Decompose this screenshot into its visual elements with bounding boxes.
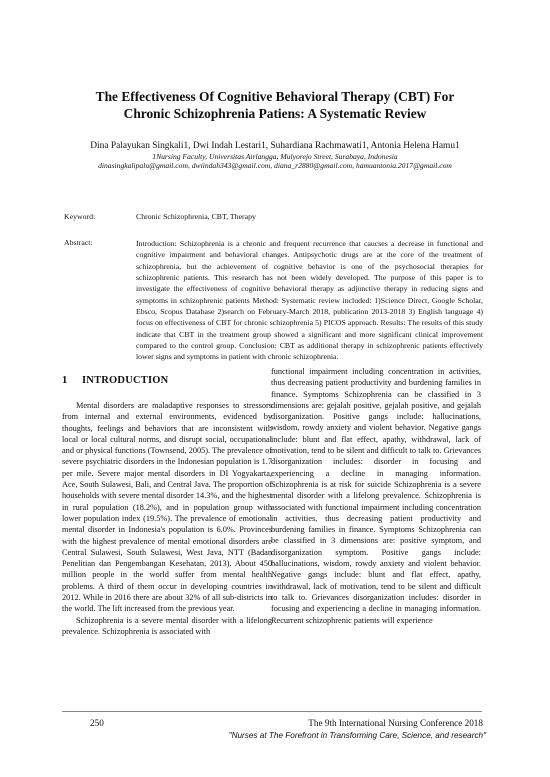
section-heading xyxy=(62,375,168,386)
body-paragraph: Schizophrenia is a severe mental disorder with a lifelong prevalence. Schizophrenia is associated with xyxy=(62,615,272,636)
title-line-1: The Effectiveness Of Cognitive Behavioral Therapy (CBT) For xyxy=(95,89,455,104)
abstract-label: Abstract: xyxy=(64,238,93,247)
section-title: INTRODUCTION xyxy=(82,375,169,386)
affiliation: 1Nursing Faculty, Universitas Airlangga, Mulyorejo Street, Surabaya, Indonesia xyxy=(152,152,398,161)
body-paragraph: Mental disorders are maladaptive responses to stressors from internal and external environments, evidenced by thoughts, feelings and behaviors that are inconsistent with local or local cultural norms, and disrupt social, occupational and or physical functions (Townsend, 2005). The prevalence of severe psychiatric disorders in the Indonesian population is 1.7 per mile. Severe major mental disorders in DI Yogyakarta, Ace, South Sulawesi, Bali, and Central Java. The proportion of households with severe mental disorder 14.3%, and the highest in rural population (18.2%), and in population group with lower population index (19.5%). The prevalence of emotional mental disorder in Indonesia's population is 6.0%. Provinces with the highest prevalence of mental emotional disorders are Central Sulawesi, South Sulawesi, West Java, NTT (Badan Penelitian dan Pengembangan Kesehatan, 2013). About 450 million people in the world suffer from mental health problems. A third of them occur in developing countries in 2012. While in 2016 there are about 32% of all sub-districts in the world. The lift increased from the previous year. xyxy=(62,401,272,614)
conference-name: The 9th International Nursing Conference 2018 xyxy=(308,718,483,728)
abstract-text: Introduction: Schizophrenia is a chronic and frequent recurrence that caucses a decrease in functional and cognitive impairment and behavioral changes. Antipsychotic drugs are at the core of the treatment of schizophrenia, but the achievement of cognitive behavior is one of the psychosocial therapies for schizophrenic patients. This research has not been widely developed. The purpose of this paper is to investigate the effectiveness of cognitive behavioral therapy as adjunctive therapy in reducing signs and symptoms in schizophrenic patients Method: Systematic review included: 1)Science Direct, Google Scholar, Ebsco, Scopus Database 2)search on February-March 2018, publication 2013-2018 3) English language 4) focus on effectiveness of CBT for chronic schizophrenia 5) PICOS approach. Results: The results of this study indicate that CBT in the treatment group showed a significant and more significant clinical improvement compared to the control group. Conclusion: CBT as additional therapy in schizophrenic patients effectively lower signs and symptoms in patient with chronic schizophrenia. xyxy=(136,239,483,362)
title-line-2: Chronic Schizophrenia Patiens: A Systematic Review xyxy=(123,106,427,121)
paper-title xyxy=(40,88,510,122)
page-number: 250 xyxy=(90,718,104,728)
section-number: 1 xyxy=(62,375,68,386)
conference-tagline: "Nurses at The Forefront in Transforming Care, Science, and research" xyxy=(228,731,486,740)
footer-divider xyxy=(62,711,482,712)
author-list: Dina Palayukan Singkali1, Dwi Indah Lestari1, Suhardiana Rachmawati1, Antonia Helena Hamu1 xyxy=(90,141,460,151)
keywords: Chronic Schizophrenia, CBT, Therapy xyxy=(136,212,256,221)
author-emails: dinasingkalipalu@gmail.com, dwiindah343@gmail.com, diana_r2880@gmail.com, hamuantonia.2017@gmail.com xyxy=(98,161,452,170)
body-column-left xyxy=(62,400,272,637)
body-paragraph: functional impairment including concentration in activities, thus decreasing patient productivity and burdening families in finance. Symptoms Schizophrenia can be classified in 3 dimensions are: gejalah positive, gejalah positive, and gejalah disorganization. Positive gangs include: hallucinations, wisdom, rowdy anxiety and violent behavior. Negative gangs include: blunt and flat effect, apathy, withdrawal, lack of motivation, tend to be silent and difficult to talk to. Grievances disorganization includes: disorder in focusing and experiencing a decline in managing information. Schizophrenia is at risk for suicide Schizophrenia is a severe mental disorder with a lifelong prevalence. Schizophrenia is associated with functional impairment including concentration in activities, thus decreasing patient productivity and burdening families in finance. Symptoms Schizophrenia can be classified in 3 dimensions are: positive symptom, and disorganization symptom. Positive gangs include: hallucinations, wisdom, rowdy anxiety and violent behavior. Negative gangs include: blunt and flat effect, apathy, withdrawal, lack of motivation, tend to be silent and difficult to talk to. Grievances disorganization includes: disorder in focusing and experiencing a decline in managing information. Recurrent schizophrenic patients will experience xyxy=(271,367,481,625)
body-column-right xyxy=(271,366,481,626)
keyword-label: Keyword: xyxy=(64,212,96,221)
